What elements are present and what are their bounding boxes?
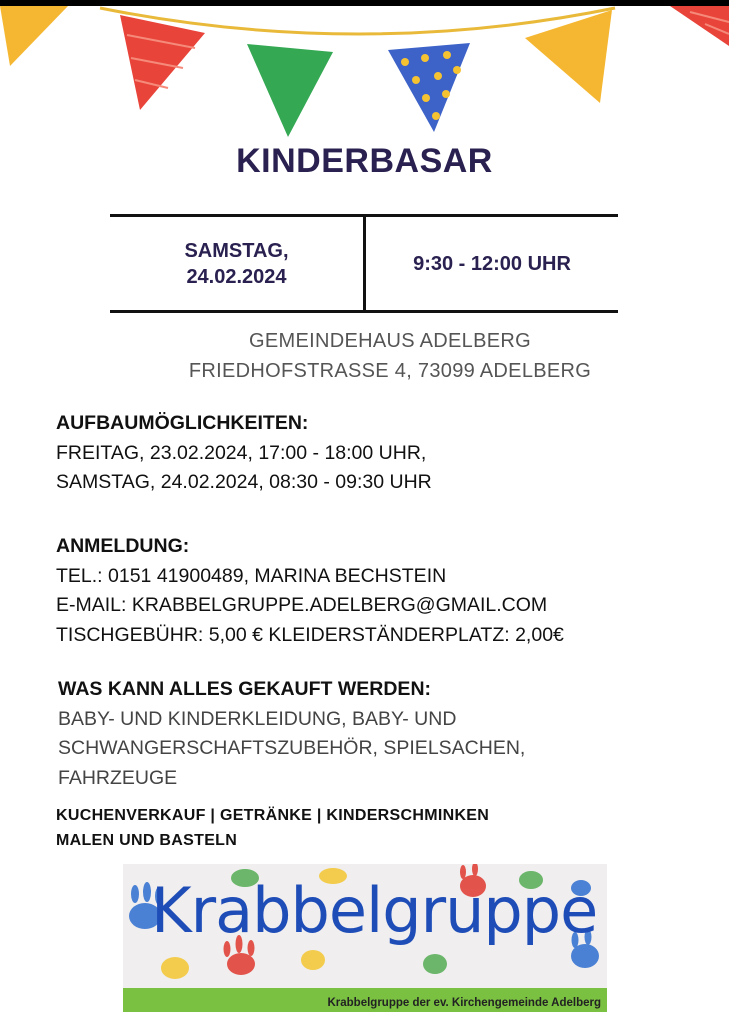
krabbelgruppe-banner (123, 864, 607, 1012)
flag-yellow-left (0, 6, 68, 66)
registration-heading: ANMELDUNG: (56, 535, 190, 557)
flag-red (120, 15, 205, 110)
extras-line: KUCHENVERKAUF | GETRÄNKE | KINDERSCHMINKEN (56, 807, 490, 824)
setup-line: SAMSTAG, 24.02.2024, 08:30 - 09:30 UHR (56, 471, 432, 493)
items-heading: WAS KANN ALLES GEKAUFT WERDEN: (58, 678, 432, 700)
registration-email: E-MAIL: KRABBELGRUPPE.ADELBERG@GMAIL.COM (56, 594, 548, 616)
extras-line: MALEN UND BASTELN (56, 832, 238, 849)
registration-fees: TISCHGEBÜHR: 5,00 € KLEIDERSTÄNDERPLATZ: 2,00€ (56, 623, 564, 646)
banner-caption: Krabbelgruppe der ev. Kirchengemeinde Adelberg (327, 997, 601, 1009)
flag-blue (388, 43, 470, 132)
flag-yellow-right (525, 10, 612, 103)
flag-green (247, 44, 333, 137)
registration-phone: TEL.: 0151 41900489, MARINA BECHSTEIN (56, 564, 447, 587)
bunting-decoration (0, 0, 729, 145)
setup-line: FREITAG, 23.02.2024, 17:00 - 18:00 UHR, (56, 441, 427, 464)
items-line: SCHWANGERSCHAFTSZUBEHÖR, SPIELSACHEN, (58, 737, 526, 759)
flag-red-right (670, 6, 729, 46)
items-line: BABY- UND KINDERKLEIDUNG, BABY- UND (58, 707, 457, 730)
setup-section (56, 409, 432, 498)
krabbelgruppe-logo-text: Krabbelgruppe (151, 874, 598, 947)
page-title: KINDERBASAR (236, 142, 493, 180)
setup-heading: AUFBAUMÖGLICHKEITEN: (56, 412, 309, 434)
registration-section (56, 532, 564, 650)
venue-address: FRIEDHOFSTRASSE 4, 73099 ADELBERG (188, 360, 592, 382)
items-line: FAHRZEUGE (58, 766, 178, 789)
items-section (58, 675, 525, 793)
venue-name: GEMEINDEHAUS ADELBERG (249, 330, 531, 352)
time-cell: 9:30 - 12:00 UHR (413, 252, 571, 275)
date-time-table (110, 214, 618, 313)
date-cell: SAMSTAG, 24.02.2024 (184, 239, 289, 288)
